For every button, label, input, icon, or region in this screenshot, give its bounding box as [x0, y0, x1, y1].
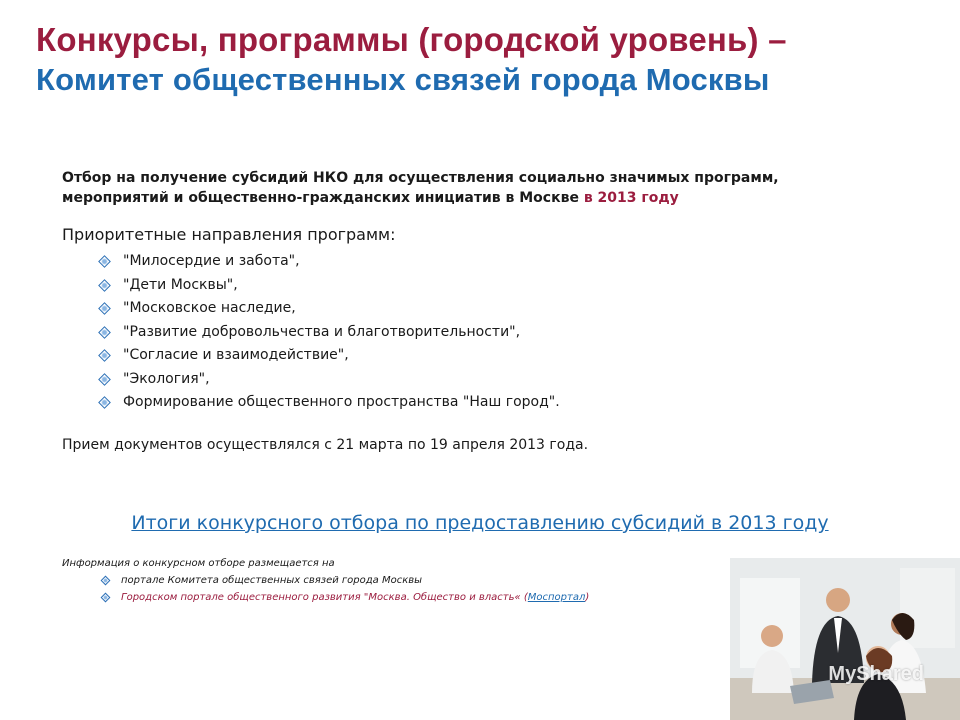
- priorities-title: Приоритетные направления программ:: [62, 225, 396, 244]
- mosportal-link[interactable]: Моспортал: [527, 592, 586, 603]
- list-item: [100, 368, 862, 392]
- priority-label: "Экология",: [123, 370, 210, 387]
- main-content: [62, 168, 862, 455]
- list-item: [100, 274, 862, 298]
- intro-year: в 2013 году: [583, 190, 679, 206]
- diamond-bullet-icon: [98, 302, 111, 315]
- diamond-bullet-icon: [98, 326, 111, 339]
- info-lead: Информация о конкурсном отборе размещается на: [62, 558, 335, 569]
- priority-label: "Развитие добровольчества и благотворительности",: [123, 323, 521, 340]
- diamond-bullet-icon: [98, 396, 111, 409]
- diamond-bullet-icon: [98, 349, 111, 362]
- info-list: [62, 572, 702, 606]
- business-team-photo: [730, 558, 960, 720]
- list-item: [100, 391, 862, 415]
- info-item-close: ): [585, 592, 590, 603]
- priorities-list: [62, 250, 862, 415]
- priority-label: "Дети Москвы",: [123, 276, 238, 293]
- diamond-bullet-icon: [98, 255, 111, 268]
- intro-text: Отбор на получение субсидий НКО для осуществления социально значимых программ, мероприятий и общественно-гражданских инициатив в Москве: [62, 170, 779, 206]
- diamond-bullet-icon: [101, 593, 111, 603]
- diamond-bullet-icon: [98, 279, 111, 292]
- list-item: [100, 344, 862, 368]
- office-people-illustration: [730, 558, 960, 720]
- list-item: [100, 321, 862, 345]
- intro-paragraph: [62, 168, 862, 208]
- priority-label: "Милосердие и забота",: [123, 253, 300, 269]
- diamond-bullet-icon: [101, 576, 111, 586]
- info-item-committee: портале Комитета общественных связей города Москвы: [121, 575, 423, 586]
- priority-label: "Согласие и взаимодействие",: [123, 347, 349, 363]
- priority-label: "Московское наследие,: [123, 300, 296, 316]
- list-item: [100, 250, 862, 274]
- results-link[interactable]: Итоги конкурсного отбора по предоставлению субсидий в 2013 году: [131, 512, 829, 534]
- title-line-1: Конкурсы, программы (городской уровень) –: [36, 21, 787, 58]
- info-item-portal: Городском портале общественного развития "Москва. Общество и власть« (: [121, 592, 528, 603]
- list-item: [102, 589, 702, 606]
- page-title: [36, 20, 787, 100]
- priority-label: Формирование общественного пространства "Наш город".: [123, 394, 560, 410]
- documents-deadline: Прием документов осуществлялся с 21 марта по 19 апреля 2013 года.: [62, 436, 589, 453]
- info-block: [62, 555, 702, 606]
- watermark-logo: MyShared: [828, 663, 924, 685]
- list-item: [102, 572, 702, 589]
- diamond-bullet-icon: [98, 373, 111, 386]
- title-line-2: Комитет общественных связей города Москвы: [36, 62, 770, 97]
- list-item: [100, 297, 862, 321]
